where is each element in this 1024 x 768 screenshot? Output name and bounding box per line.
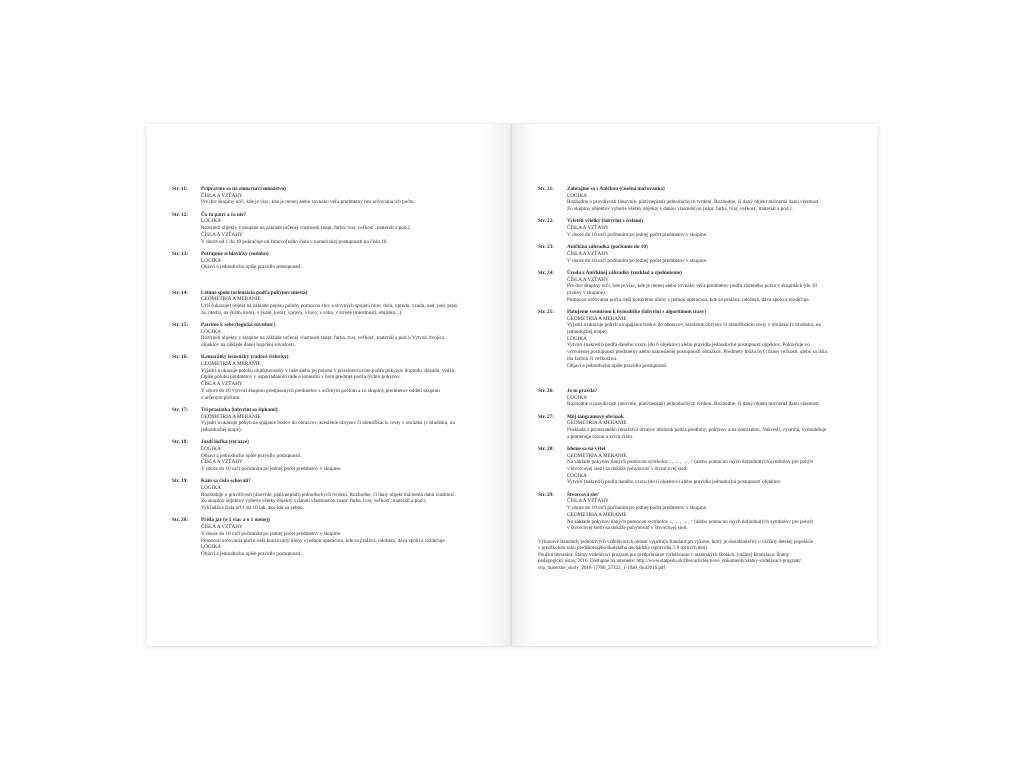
right-page <box>512 124 878 646</box>
entry-body <box>567 446 866 486</box>
entry-line: GEOMETRIA A MERANIE <box>201 361 261 368</box>
entry-line: LOGIKA <box>567 335 587 342</box>
page-reference: Str. 21: <box>538 186 554 192</box>
entry-line: GEOMETRIA A MERANIE <box>567 315 627 322</box>
entry-line: Roztriedi objekty v skupine na základe určenej vlastnosti (napr. farba, tvar, veľkosť, materiál a pod.). <box>201 225 411 232</box>
activity-entry <box>172 251 498 271</box>
activity-entry <box>172 322 498 349</box>
entry-line: V obore do 10 určí počítaním po jednej počet predmetov v skupine. <box>201 530 342 537</box>
entry-line: v štvorcovej sieti) sa dokáže pohybovať v štvorcovej sieti. <box>567 466 688 473</box>
spacer <box>538 375 866 388</box>
entry-body <box>201 517 498 557</box>
entry-line: ČÍSLA A VZŤAHY <box>567 250 609 257</box>
entry-body <box>567 218 866 238</box>
page-reference: Str. 25: <box>538 308 554 315</box>
page-reference: Str. 14: <box>172 289 188 296</box>
page-reference: Str. 11: <box>172 186 188 192</box>
page-reference: Str. 15: <box>172 321 188 328</box>
entry-line: Na základe pokynov daných pomocou symbolov ↓, ←, →, ↑ (alebo pomocou iných dohodnutých symbolov pre pohyb <box>567 518 813 525</box>
activity-entry <box>172 478 498 512</box>
entry-line: jednoduchej mape). <box>567 329 608 336</box>
page-reference: Str. 17: <box>172 406 188 413</box>
entry-line: GEOMETRIA A MERANIE <box>567 420 627 427</box>
activity-entry <box>538 218 866 238</box>
entry-line: Pomocou určovania počtu rieši konzovaný úlohy s jednou operáciou, kde sa pridáva, odoberá, dáva spolu a rozdeľuje. <box>201 537 446 544</box>
entry-line: ČÍSLA A VZŤAHY <box>201 381 243 388</box>
entry-line: LOGIKA <box>567 192 587 199</box>
footnote-line: svp_materske_skoly_2016-17780_27322_1-10a0_6jul2016.pdf <box>538 565 666 571</box>
entry-line: ČÍSLA A VZŤAHY <box>201 459 243 466</box>
entry-body <box>201 251 498 271</box>
activity-title: Štvorcová sieť <box>567 491 599 498</box>
page-reference: Str. 18: <box>172 439 188 446</box>
entry-line: jednoduchej mape). <box>201 426 242 433</box>
entry-line: Vyhľadáva čísla od 1 do 10 tak, ako idú za sebou. <box>201 505 304 512</box>
entry-line: Objaví a jednoducho opíše pravidlo postupnosti. <box>567 362 668 369</box>
activity-entry <box>538 309 866 369</box>
entry-line: LOGIKA <box>201 485 221 492</box>
entry-line: prvkov v skupine). <box>567 289 607 296</box>
activity-entry <box>172 407 498 434</box>
entry-line: Rozhodne o pravdivosti (ánovnie, platí/neplatí) jednoduchých tvrdení. Rozhodne, či daný objekt má/nemá danú vlastnosť. <box>567 199 821 206</box>
entry-body <box>201 212 498 246</box>
entry-line: LOGIKA <box>201 544 221 551</box>
entry-line: Vyjadri a ukazuje polohu objektu/osoby v rade alebo jej polohu v priestore/rovine podľa pokynov dopredu, dozadu, vedľa <box>201 367 454 374</box>
entry-line: Vytvorí (nakreslí) podľa daného vzoru (do 6 objektov) alebo pravidla jednoduchú postupnosť objektov. <box>567 479 782 486</box>
activity-title: Letíme spolu (orientácia podľa pokynov miesta) <box>201 289 308 296</box>
activity-title: Môj tangramový obrázok <box>567 413 624 420</box>
footnote-line: v predškolom roku predškolského školského dochádzky (spravidla 5-6 ročných detí). <box>538 546 709 552</box>
entry-line: Zo skupiny objektov vyberie všetky objekty s danou vlastnosťou (napr. farba, tvar, veľkosť, materiál a pod.). <box>567 206 793 213</box>
activity-title: Kam sa čísla schovali? <box>201 478 251 485</box>
entry-line: Vyjadri a ukazuje pohyb na spájanie bodov do obrazcov, kreslenie obrysov či identifikáciu cesty v obrázku (v bludisku, na <box>201 420 455 427</box>
entry-line: V obore do 10 určí počítaním po jednej počet predmetov v skupine. <box>201 466 342 473</box>
activity-title: Putujeme vesmírom k hviezdičke (labyrint s algoritmom trasy) <box>567 308 706 315</box>
activity-entry <box>538 270 866 304</box>
activity-title: Čo tu patrí a čo nie? <box>201 211 247 218</box>
footnote-line: pedagogický ústav, 2016. Dostupné na internete: http://www.statpedu.sk/files/articles/nove_dokumenty/statny-vzdelavaci-program/ <box>538 559 801 565</box>
activity-entry <box>172 439 498 473</box>
entry-body <box>201 478 498 512</box>
entry-line: vytvorenej postupnosti predmetov alebo nakreslenej postupnosti obrázkov. Predmety môžu byť rôznej veľkosti, alebo sa líšia <box>567 349 827 356</box>
activity-title: Príšla jar (o 1 viac a o 1 menej) <box>201 517 270 524</box>
right-page-content <box>538 186 866 572</box>
book-fold <box>511 124 512 646</box>
binding-shadow-left <box>482 124 512 646</box>
footnote <box>538 540 838 573</box>
entry-body <box>567 492 866 532</box>
page-reference: Str. 16: <box>172 354 188 361</box>
page-reference: Str. 20: <box>172 517 188 524</box>
entry-line: v štvorcovej sieti) sa dokáže pohybovať v štvorcovej sieti. <box>567 525 688 532</box>
activity-entry <box>172 354 498 401</box>
footnote-line: Použitá literatúra: Štátny vzdelávací program pre predprimárne vzdelávanie v materských školách. [online] Bratislava: Štátny <box>538 552 790 558</box>
entry-line: s určeným počtom. <box>201 394 241 401</box>
entry-line: iba farbou či veľkosťou. <box>567 355 618 362</box>
entry-line: GEOMETRIA A MERANIE <box>201 413 261 420</box>
activity-title: Zahrajme sa s Aničkou (číselná maľovanka) <box>567 186 665 192</box>
page-reference: Str. 12: <box>172 211 188 218</box>
entry-line: Objaví a jednoducho opíše pravidlo postupnosti. <box>201 264 302 271</box>
page-reference: Str. 28: <box>538 445 554 452</box>
entry-line: ČÍSLA A VZŤAHY <box>201 192 243 199</box>
entry-body <box>567 309 866 369</box>
entry-body <box>201 407 498 434</box>
entry-line: Roztriedi objekty v skupine na základe určenej vlastnosti (napr. farba, tvar, veľkosť, materiál a pod.). Vytvorí dvojicu <box>201 335 445 342</box>
entry-line: LOGIKA <box>567 394 587 401</box>
entry-line: a pomenuje rovnú a krivú čiaru. <box>567 433 634 440</box>
entry-line: ČÍSLA A VZŤAHY <box>201 524 243 531</box>
activity-entry <box>538 388 866 408</box>
binding-shadow-right <box>512 124 534 646</box>
page-reference: Str. 24: <box>538 269 554 276</box>
activity-entry <box>538 186 866 213</box>
entry-body <box>567 414 866 441</box>
activity-title: Tri prasiatka (labyrint so šípkami) <box>201 406 278 413</box>
activity-title: Patrime k sebe (logická súvislosť) <box>201 321 276 328</box>
entry-line: Vytvorí (nakreslí) podľa daného vzoru (do 6 objektov) alebo pravidla jednoduchú postupnosť objektov. Pokračuje vo <box>567 342 810 349</box>
activity-entry <box>538 446 866 486</box>
entry-line: ČÍSLA A VZŤAHY <box>567 276 609 283</box>
entry-line: ČÍSLA A VZŤAHY <box>567 225 609 232</box>
entry-line: ČÍSLA A VZŤAHY <box>201 231 243 238</box>
activity-title: Vyletelí včielky (labyrint s číslami) <box>567 218 644 225</box>
activity-title: Pripravme sa na zimu (určí množstvo) <box>201 186 286 192</box>
entry-line: objektov na základe danej logickej súvislosti. <box>201 342 296 349</box>
entry-line: LOGIKA <box>201 257 221 264</box>
entry-line: Objaví a jednoducho opíše pravidlo postupnosti. <box>201 452 302 459</box>
entry-line: LOGIKA <box>201 328 221 335</box>
entry-line: Rozhodne o pravdivosti (ánovnie, platí/neplatí) jednoduchých tvrdení. Rozhodne, či daný objekt má/nemá danú vlastnosť. <box>567 401 821 408</box>
page-reference: Str. 29: <box>538 491 554 498</box>
entry-body <box>201 186 498 206</box>
footnote-line: Výkonové štandardy jednotlivých vzdelávacích oblastí vyjadrujú štandard pri výkone, ktorý je dosiahnuteľný u väčšiny detskej populácie <box>538 539 814 545</box>
activity-entry <box>538 492 866 532</box>
entry-line: Na základe pokynov daných pomocou symbolov ↓, ←, →, ↑ (alebo pomocou iných dohodnutých symbolov pre pohyb <box>567 459 813 466</box>
activity-entry <box>172 212 498 246</box>
entry-body <box>567 244 866 264</box>
entry-body <box>567 186 866 213</box>
entry-line: V obore od 1 do 10 pokračuje od ľubovoľného čísla v numerickej postupnosti po číslo 10. <box>201 238 388 245</box>
entry-line: Pomocou určovania počtu rieši konkrétne úlohy s jednou operáciou, kde sa pridáva, odoberá, dáva spolu a rozdeľuje. <box>567 296 810 303</box>
entry-line: LOGIKA <box>201 218 221 225</box>
page-reference: Str. 27: <box>538 413 554 420</box>
page-reference: Str. 19: <box>172 478 188 485</box>
entry-body <box>567 388 866 408</box>
entry-line: V obore do 10 určí počítaním po jednej počet predmetov v skupine. <box>567 505 708 512</box>
activity-title: Jazdí lóďka (reťazce) <box>201 439 249 446</box>
activity-entry <box>172 290 498 317</box>
entry-line: Určí (ukazuje) objekt na základe popisu polohy pomocou slov a slovných spojení hore, dolu, vpredu, vzadu, nad, pod, pred, <box>201 302 458 309</box>
activity-title: Potrápme si hlavičky (sudoku) <box>201 250 269 257</box>
entry-line: LOGIKA <box>567 472 587 479</box>
activity-title: Aničkina záhradka (počítanie do 10) <box>567 244 648 251</box>
page-reference: Str. 23: <box>538 244 554 251</box>
activity-entry <box>172 186 498 206</box>
entry-line: Rozhoduje o pravdivosti (ánovnie, platí/neplatí) jednoduchých tvrdení. Rozhodne, či daný objekt má/nemá danú vlastnosť. <box>201 491 457 498</box>
entry-line: Poskladá z primeraného množstva útvarov obrázok podľa predlohy, pokynov a na danú tému. Nakreslí, vystrihá, vymodeluje <box>567 426 827 433</box>
entry-body <box>201 354 498 401</box>
entry-body <box>201 322 498 349</box>
activity-entry <box>172 517 498 557</box>
entry-body <box>567 270 866 304</box>
page-reference: Str. 13: <box>172 250 188 257</box>
entry-body <box>201 439 498 473</box>
entry-line: V obore do 10 vytvorí skupinu predpísaných predmetov s určeným počtom a zo skupiny predmetov oddelí skupinu <box>201 387 440 394</box>
activity-title: Kamarátky lesostičky (radové číslovky) <box>201 354 289 361</box>
entry-line: Zo skupiny objektov vyberie všetky objekty s danou vlastnosťou (napr. farba, tvar, veľkosť, materiál a pod.). <box>201 498 427 505</box>
entry-line: GEOMETRIA A MERANIE <box>201 296 261 303</box>
activity-entry <box>538 414 866 441</box>
entry-line: Opíše polohu predmetov v usporiadanom rade a umiestni v ňom predmet podľa týchto pokynov. <box>201 374 401 381</box>
entry-line: Pre dve skupiny určí, kde je viac, kde je menej alebo rovnako veľa predmetov bez určovania ich počtu. <box>201 199 415 206</box>
page-reference: Str. 22: <box>538 218 554 225</box>
entry-line: Vyjadri a ukazuje pohyb na spájanie bodov do obrazcov, kreslenie obrysov či identifikáciu cesty v obrázku (v bludisku, na <box>567 322 821 329</box>
entry-line: Objaví a jednoducho opíše pravidlo postupnosti. <box>201 550 302 557</box>
entry-line: GEOMETRIA A MERANIE <box>567 452 627 459</box>
entry-line: GEOMETRIA A MERANIE <box>567 511 627 518</box>
activity-title: Je to pravda? <box>567 387 598 394</box>
entry-line: V obore do 10 určí počítaním po jednej počet predmetov v skupine. <box>567 257 708 264</box>
activity-entry <box>538 244 866 264</box>
spacer <box>172 277 498 290</box>
page-reference: Str. 26: <box>538 387 554 394</box>
entry-line: za, medzi, na (kom, kom), v (kom, kom), vpravo, vľavo, v rohu, v strede (miestnosti, obrázku...). <box>201 309 403 316</box>
entry-line: LOGIKA <box>201 445 221 452</box>
activity-title: Úroda z Aničkinej záhradky (rozklad a zjednotenie) <box>567 269 682 276</box>
left-page-content <box>172 186 498 563</box>
entry-body <box>201 290 498 317</box>
entry-line: Pre dve skupiny určí, kde je viac, kde je menej alebo rovnako veľa predmetov podľa zisteného počtu v skupinách (do 10 <box>567 283 817 290</box>
activity-title: Ideme sa na výlet <box>567 445 606 452</box>
left-page <box>146 124 512 646</box>
entry-line: V obore do 10 určí počítaním po jednej počet predmetov v skupine. <box>567 231 708 238</box>
entry-line: ČÍSLA A VZŤAHY <box>567 498 609 505</box>
